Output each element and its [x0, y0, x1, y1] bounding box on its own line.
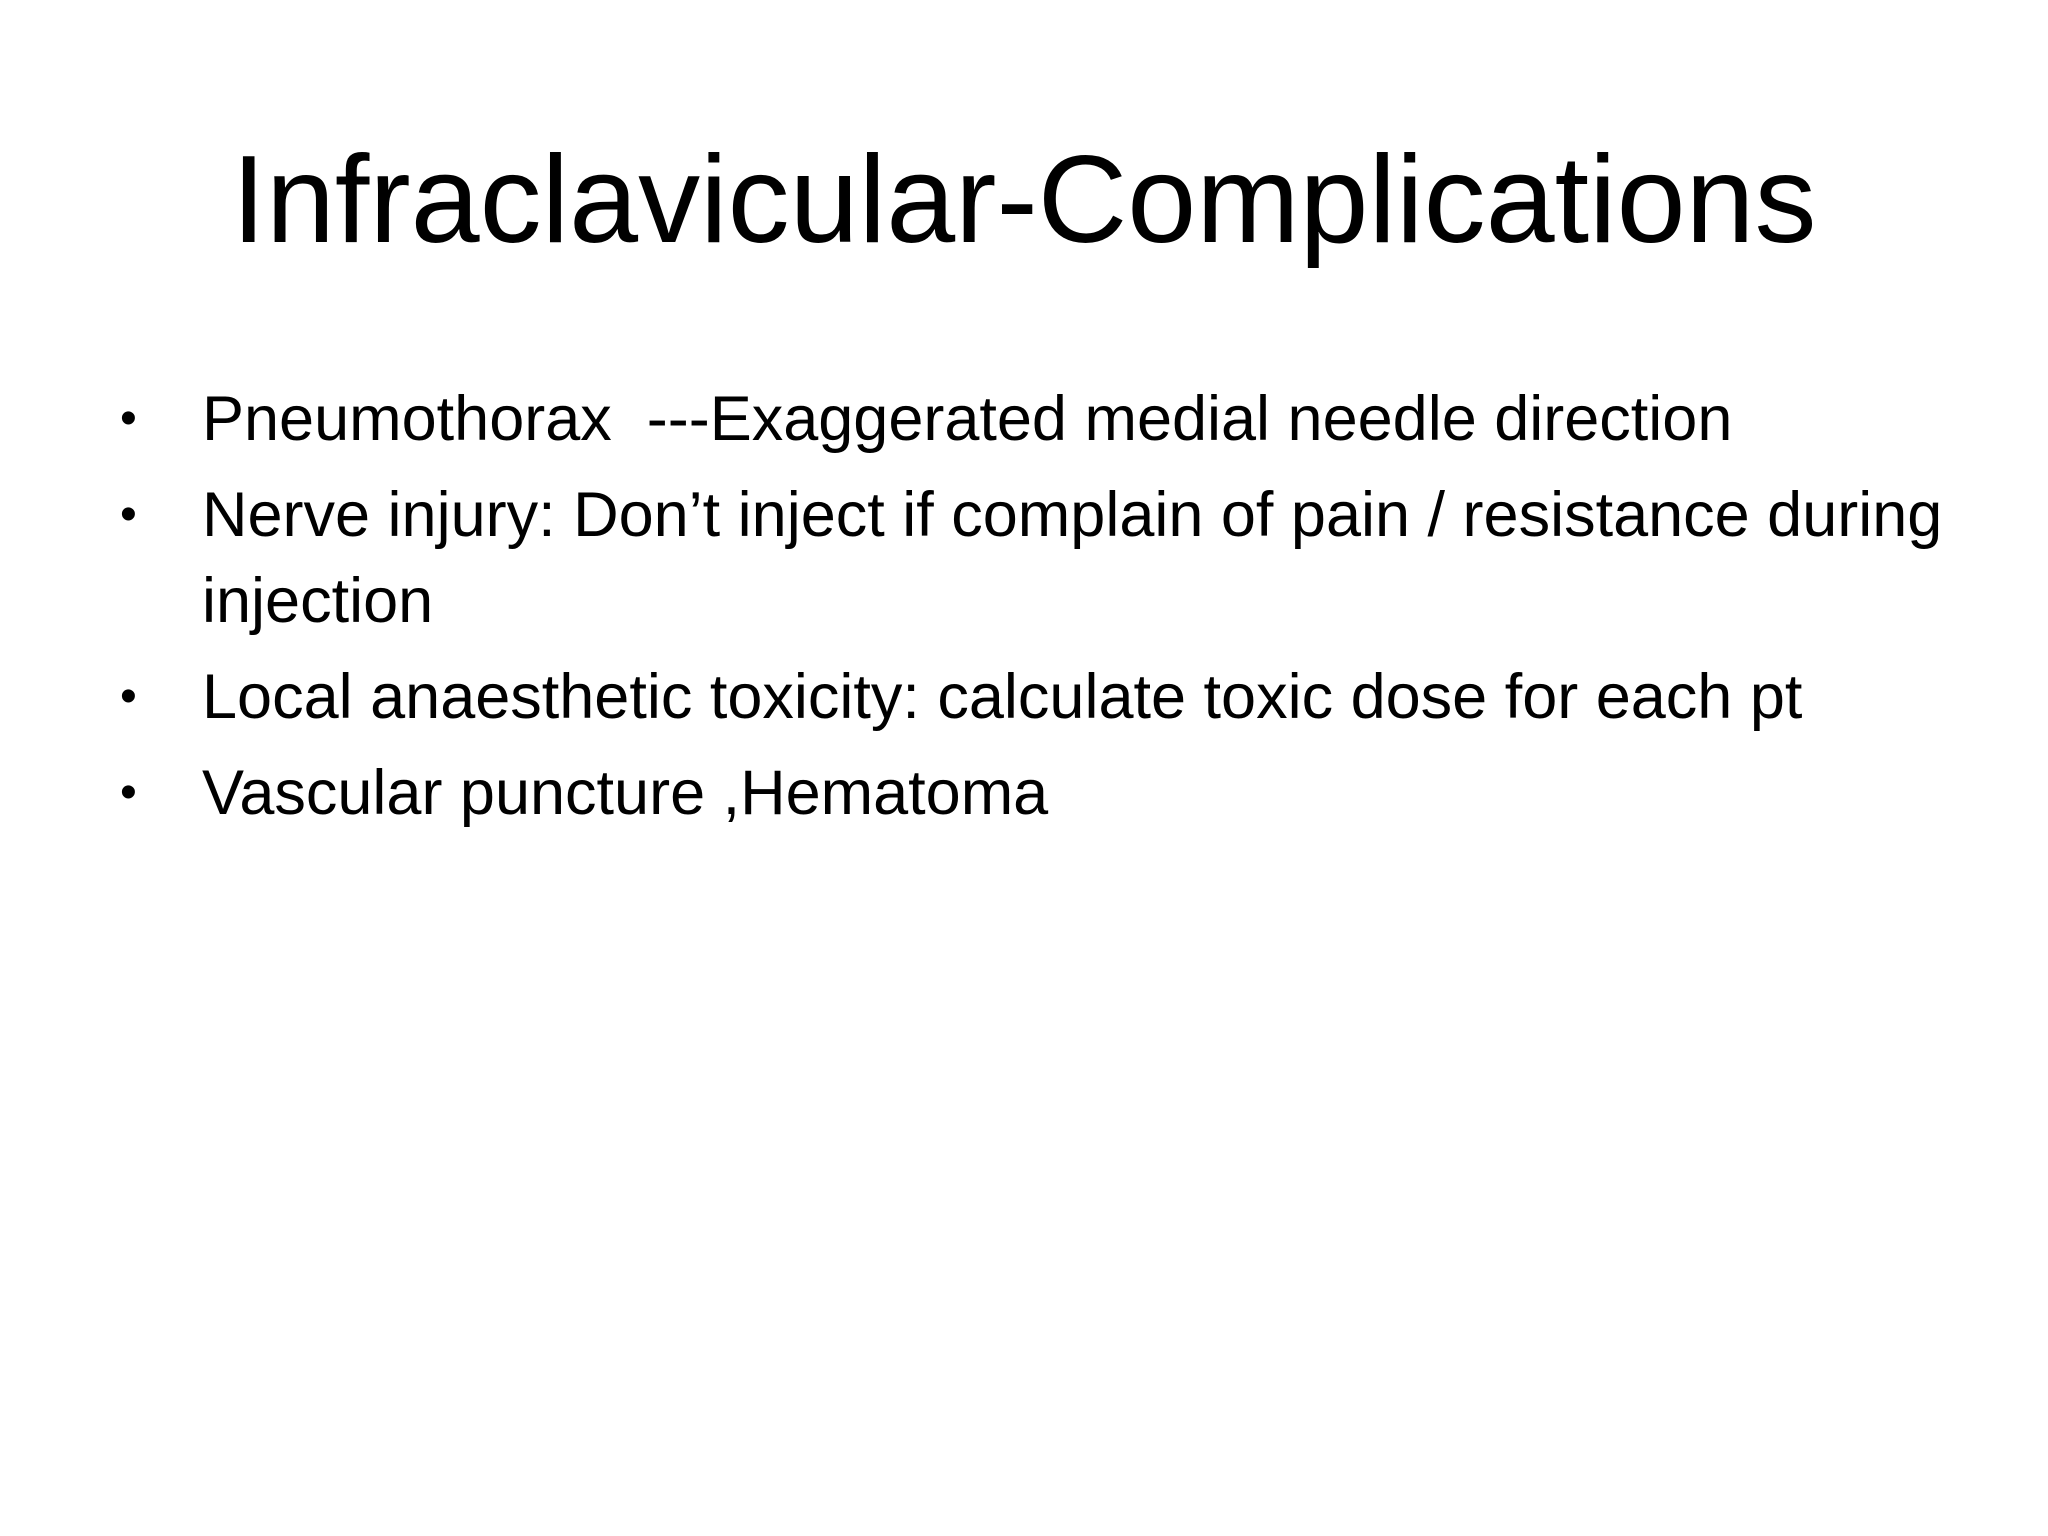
- bullet-text: Pneumothorax ---Exaggerated medial needle direction: [202, 384, 1733, 454]
- bullet-dot-icon: •: [120, 766, 137, 819]
- bullet-dot-icon: •: [120, 392, 137, 445]
- bullet-item: [120, 654, 1960, 740]
- bullet-dot-icon: •: [120, 670, 137, 723]
- bullet-item: [120, 750, 1960, 836]
- slide-title: Infraclavicular-Complications: [231, 131, 1817, 269]
- bullet-item: [120, 472, 1960, 644]
- bullet-text: Nerve injury: Don’t inject if complain of pain / resistance during injection: [202, 480, 1943, 636]
- bullet-text: Local anaesthetic toxicity: calculate toxic dose for each pt: [202, 662, 1803, 732]
- bullet-item: [120, 376, 1960, 462]
- bullet-text: Vascular puncture ,Hematoma: [202, 758, 1049, 828]
- bullet-dot-icon: •: [120, 488, 137, 541]
- bullet-list: [120, 376, 1960, 846]
